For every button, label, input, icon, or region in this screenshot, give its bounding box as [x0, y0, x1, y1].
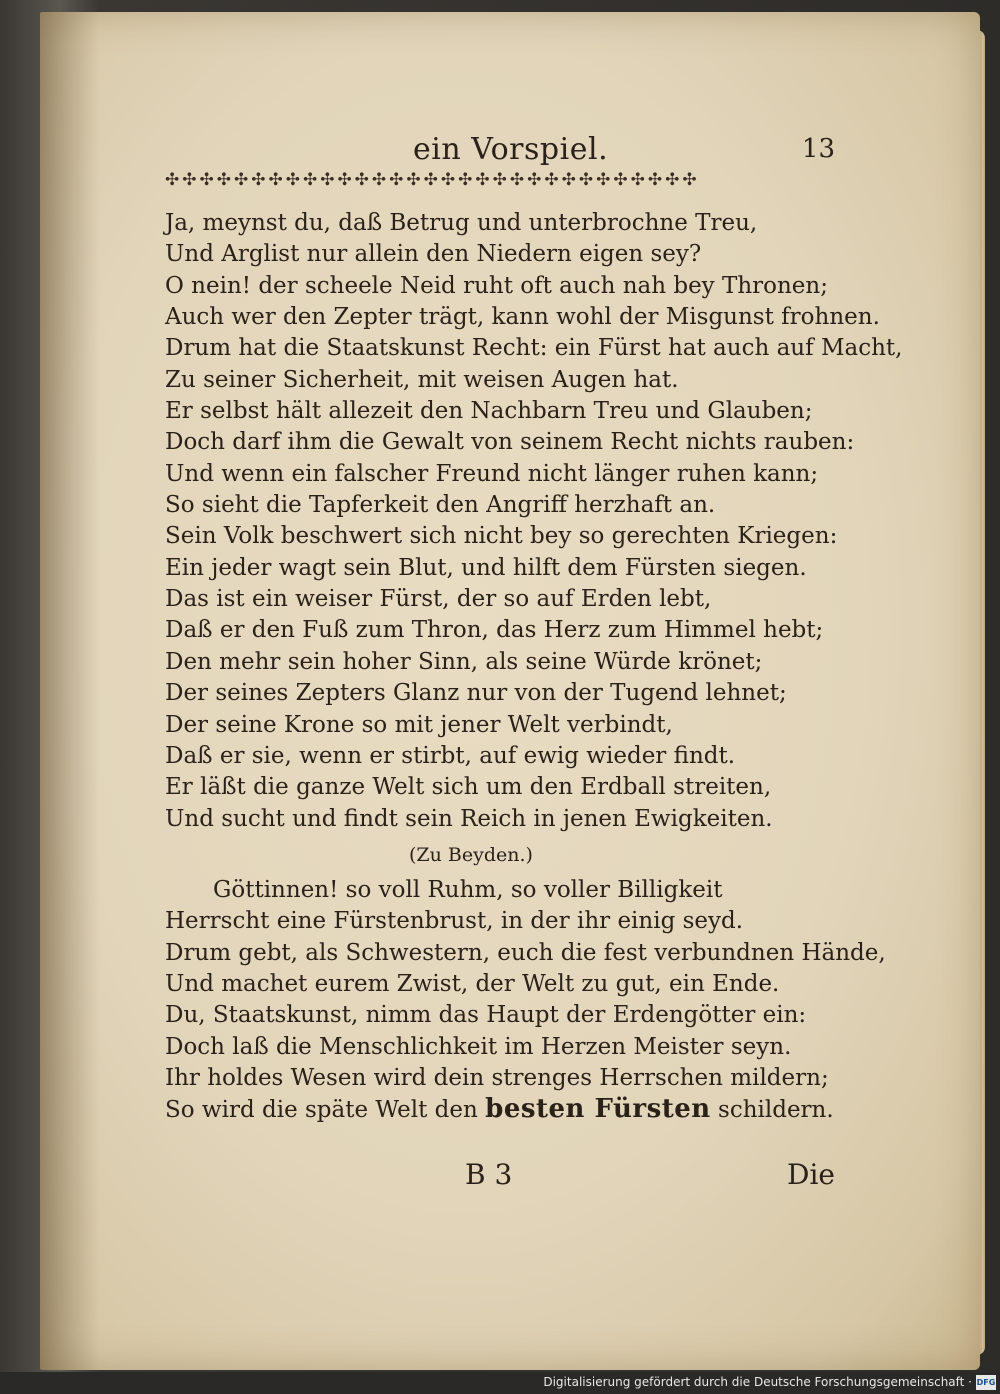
stage-direction: (Zu Beyden.) [409, 843, 533, 866]
verse-line: Er selbst hält allezeit den Nachbarn Treu und Glauben; [165, 398, 813, 425]
verse-line: Drum gebt, als Schwestern, euch die fest verbundnen Hände, [165, 939, 886, 966]
page-footer [165, 1158, 835, 1198]
verse-line: Er läßt die ganze Welt sich um den Erdball streiten, [165, 774, 772, 801]
verse-line: Ein jeder wagt sein Blut, und hilft dem Fürsten siegen. [165, 554, 807, 581]
verse-line: Und Arglist nur allein den Niedern eigen sey? [165, 241, 702, 268]
verse-line: Sein Volk beschwert sich nicht bey so gerechten Kriegen: [165, 523, 838, 550]
signature-mark: B 3 [465, 1158, 513, 1191]
credit-bar [0, 1372, 1000, 1394]
final-line-end: schildern. [710, 1097, 834, 1124]
page-number: 13 [801, 134, 835, 164]
verse-line: O nein! der scheele Neid ruht oft auch nah bey Thronen; [165, 272, 828, 299]
verse-line: Doch laß die Menschlichkeit im Herzen Meister seyn. [165, 1033, 792, 1060]
verse-line: Du, Staatskunst, nimm das Haupt der Erdengötter ein: [165, 1002, 807, 1029]
verse-line: Und sucht und findt sein Reich in jenen Ewigkeiten. [165, 805, 773, 832]
verse-line: Der seines Zepters Glanz nur von der Tugend lehnet; [165, 680, 787, 707]
final-line-start: So wird die späte Welt den [165, 1097, 486, 1124]
verse-line: Den mehr sein hoher Sinn, als seine Würde krönet; [165, 648, 763, 675]
verse-line: Das ist ein weiser Fürst, der so auf Erden lebt, [165, 586, 712, 613]
ornament-rule: ✣✣✣✣✣✣✣✣✣✣✣✣✣✣✣✣✣✣✣✣✣✣✣✣✣✣✣✣✣✣✣ [165, 170, 700, 190]
verse-line: Der seine Krone so mit jener Welt verbindt, [165, 711, 673, 738]
verse-line: Daß er den Fuß zum Thron, das Herz zum Himmel hebt; [165, 617, 824, 644]
stanza-1 [165, 208, 903, 835]
funding-credit: Digitalisierung gefördert durch die Deutsche Forschungsgemeinschaft · [543, 1375, 972, 1389]
verse-line: Doch darf ihm die Gewalt von seinem Recht nichts rauben: [165, 429, 855, 456]
verse-line-final [165, 1094, 845, 1125]
verse-line: Drum hat die Staatskunst Recht: ein Fürst hat auch auf Macht, [165, 335, 903, 362]
stanza-2 [165, 875, 886, 1126]
verse-line: Und machet eurem Zwist, der Welt zu gut, ein Ende. [165, 970, 780, 997]
catchword: Die [787, 1158, 835, 1191]
page-header [165, 130, 835, 170]
verse-line: Ja, meynst du, daß Betrug und unterbrochne Treu, [165, 210, 758, 236]
verse-line: Und wenn ein falscher Freund nicht länger ruhen kann; [165, 460, 819, 487]
poem-text [165, 208, 903, 1126]
spine-shadow [40, 12, 100, 1370]
verse-line: Daß er sie, wenn er stirbt, auf ewig wieder findt. [165, 742, 736, 769]
verse-line: So sieht die Tapferkeit den Angriff herzhaft an. [165, 492, 716, 519]
verse-line: Auch wer den Zepter trägt, kann wohl der Misgunst frohnen. [165, 304, 880, 331]
verse-line: Zu seiner Sicherheit, mit weisen Augen hat. [165, 366, 679, 393]
running-title: ein Vorspiel. [413, 132, 609, 167]
verse-line: Göttinnen! so voll Ruhm, so voller Billigkeit [213, 876, 723, 903]
emphasized-phrase: besten Fürsten [485, 1094, 711, 1125]
verse-line: Herrscht eine Fürstenbrust, in der ihr einig seyd. [165, 908, 744, 935]
dfg-logo-icon: DFG [976, 1375, 996, 1390]
verse-line: Ihr holdes Wesen wird dein strenges Herrschen mildern; [165, 1064, 829, 1091]
